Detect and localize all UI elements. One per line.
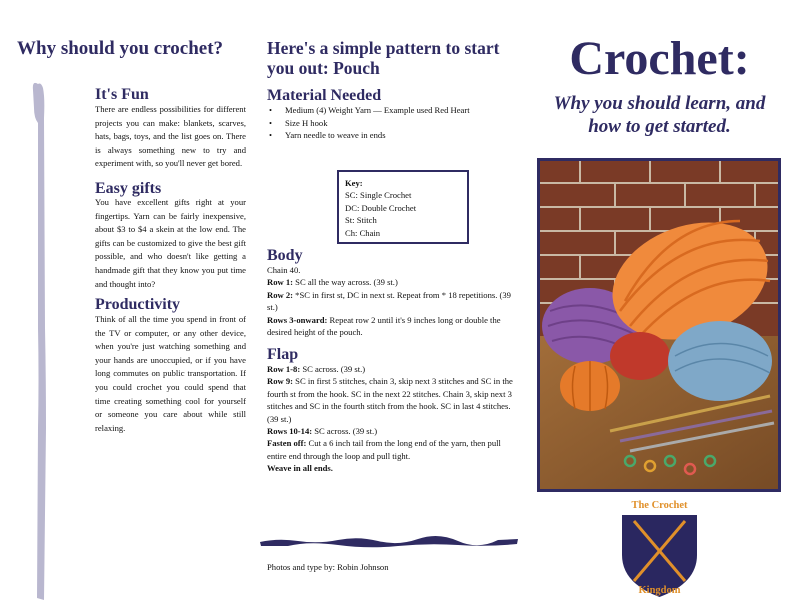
pattern-row bbox=[267, 289, 522, 314]
key-title: Key: bbox=[345, 178, 363, 188]
pattern-row bbox=[267, 375, 522, 425]
row-text: SC across. (39 st.) bbox=[312, 426, 378, 437]
materials-list bbox=[267, 104, 507, 142]
row-label: Rows 3-onward: bbox=[267, 314, 328, 325]
row-label: Row 9: bbox=[267, 376, 294, 387]
weave-instruction: Weave in all ends. bbox=[267, 463, 333, 474]
list-item: • Size H hook bbox=[267, 117, 507, 130]
section-text-fun: There are endless possibilities for different projects you can make: blankets, scarves, hats, bags, toys, and the list goes on. There is always something new to try and experiment with, so you'll never get bored. bbox=[95, 104, 246, 169]
key-item: Ch: Chain bbox=[345, 227, 381, 238]
section-heading-productivity: Productivity bbox=[95, 296, 181, 313]
brush-stroke-divider bbox=[258, 532, 520, 550]
pattern-row bbox=[267, 314, 522, 339]
row-text: *SC in first st, DC in next st. Repeat from * 18 repetitions. (39 st.) bbox=[267, 289, 511, 313]
row-text: Cut a 6 inch tail from the long end of the yarn, then pull entire end through the loop and pull tight. bbox=[267, 438, 501, 461]
pattern-row bbox=[267, 276, 522, 288]
row-label: Row 1: bbox=[267, 277, 294, 288]
cover-photo bbox=[537, 158, 781, 492]
photo-credit: Photos and type by: Robin Johnson bbox=[267, 562, 389, 572]
row-label: Rows 10-14: bbox=[267, 426, 313, 437]
panel2-title: Here's a simple pattern to start you out: Pouch bbox=[267, 38, 500, 78]
crochet-hook-illustration bbox=[24, 78, 56, 606]
flap-heading: Flap bbox=[267, 346, 299, 363]
cover-subtitle: Why you should learn, and how to get started. bbox=[553, 93, 766, 137]
key-item: DC: Double Crochet bbox=[345, 202, 417, 213]
logo-text-bottom: Kingdom bbox=[638, 585, 681, 596]
flap-instructions bbox=[267, 363, 522, 475]
list-item: • Medium (4) Weight Yarn — Example used Red Heart bbox=[267, 104, 507, 117]
key-item: SC: Single Crochet bbox=[345, 190, 412, 201]
row-label: Row 2: bbox=[267, 289, 294, 300]
key-box bbox=[337, 170, 469, 244]
body-instructions bbox=[267, 264, 522, 338]
logo-text-top: The Crochet bbox=[631, 500, 688, 511]
pattern-row bbox=[267, 437, 522, 462]
section-text-productivity: Think of all the time you spend in front of the TV or computer, or any other device, when you're just watching something and your hands are unoccupied, or if you have long commutes on public transportation. If you could crochet you could spend that time creating something cool for yourself or someone you care about while still relaxing. bbox=[95, 314, 246, 433]
section-heading-gifts: Easy gifts bbox=[95, 180, 162, 197]
row-text: SC all the way across. (39 st.) bbox=[293, 277, 398, 288]
crochet-hook-icon bbox=[33, 83, 46, 600]
materials-heading: Material Needed bbox=[267, 87, 382, 104]
row-text: Repeat row 2 until it's 9 inches long or double the desired height of the pouch. bbox=[267, 314, 501, 338]
body-heading: Body bbox=[267, 247, 303, 264]
list-item: • Yarn needle to weave in ends bbox=[267, 129, 507, 142]
key-item: St: Stitch bbox=[345, 215, 377, 226]
row-text: SC across. (39 st.) bbox=[300, 364, 366, 374]
pattern-row bbox=[267, 363, 522, 375]
panel1-title: Why should you crochet? bbox=[17, 38, 224, 59]
body-chain: Chain 40. bbox=[267, 265, 301, 275]
yarn-photo-illustration bbox=[540, 161, 778, 489]
row-label: Row 1-8: bbox=[267, 364, 301, 374]
cover-title: Crochet: bbox=[569, 32, 750, 85]
row-text: SC in first 5 stitches, chain 3, skip next 3 stitches and SC in the fourth st from the hook. SC in the next 22 stitches. Chain 3, skip next 3 stitches and SC in the fourth stitch from the hook. SC in last 4 stitches. (39 st.) bbox=[267, 376, 513, 424]
pattern-row bbox=[267, 425, 522, 437]
section-heading-fun: It's Fun bbox=[95, 86, 149, 103]
row-label: Fasten off: bbox=[267, 438, 307, 449]
section-text-gifts: You have excellent gifts right at your fingertips. Yarn can be fairly inexpensive, about $3 to $4 a skein at the low end. The gifts can be customized to give the best gift possible, and who doesn't like getting a handmade gift that they know you put time and thought into? bbox=[95, 197, 246, 289]
